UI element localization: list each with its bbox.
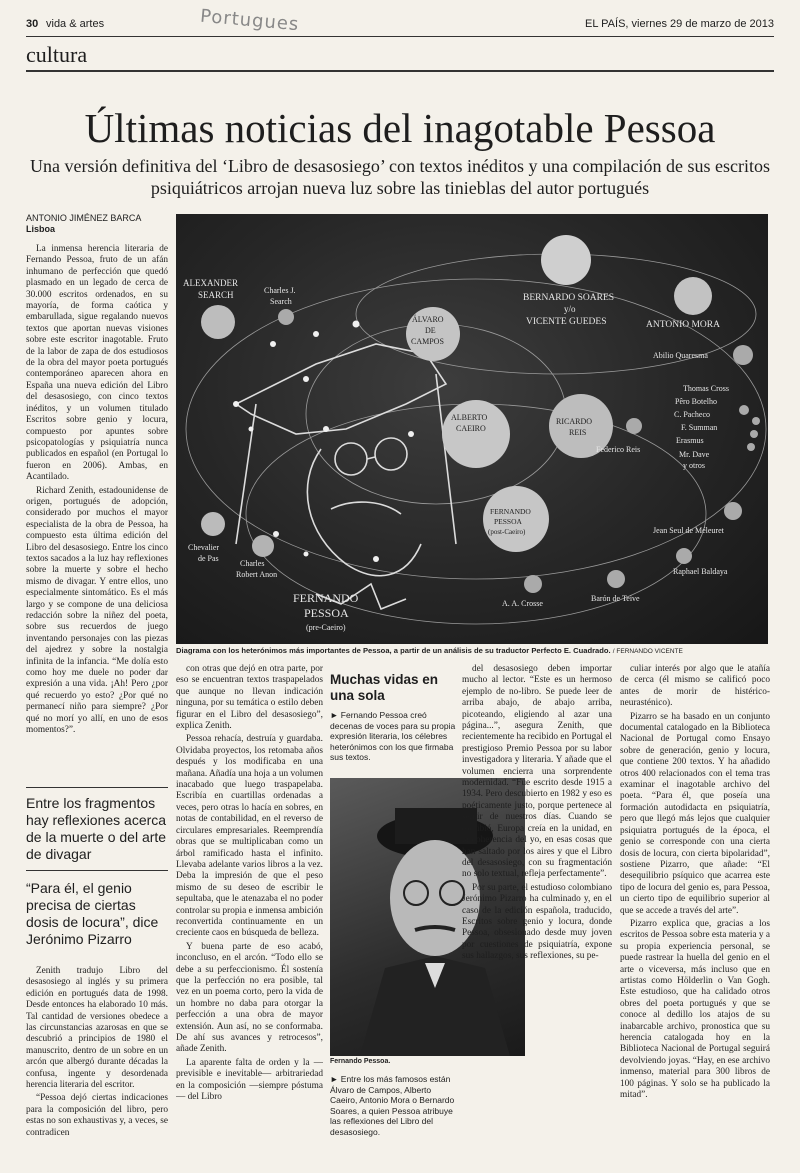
- label-ricardo-2: REIS: [569, 428, 587, 437]
- column-2: [176, 664, 323, 1164]
- paragraph: del desasosiego deben importar mucho al lector. “Este es un hermoso ejemplo de no-libro. Se puede leer de arriba abajo, de abajo arriba, picoteando, eligiendo al azar una página...”, asegura Zenith, que recientemente ha recibido en Portugal el prestigioso Premio Pessoa por su labor investigadora y literaria. Y añade que el volumen encierra una sorprendente modernidad. “Fue escrito desde 1915 a 1934. Pero descubierto en 1982 y eso es poéticamente justo, porque pertenece al sentir de nuestros días. Cuando se escribió, Europa creía en la unidad, en la coherencia del yo, en esas cosas que han saltado por los aires y que el Libro del desasosiego, con su fragmentación no solo textual, refleja perfectamente”.: [462, 664, 612, 880]
- pullquote-2: “Para él, el genio precisa de ciertas dosis de locura”, dice Jerónimo Pizarro: [26, 880, 159, 947]
- label-fernando-main-3: (pre-Caeiro): [306, 623, 346, 632]
- page-header: [26, 18, 774, 36]
- label-fernando-post-3: (post-Caeiro): [488, 528, 526, 536]
- label-teive: Barón de Teive: [591, 594, 640, 603]
- paragraph: culiar interés por algo que le atañía de cerca (él mismo se calificó poco antes de morir de histérico-neurasténico).: [620, 664, 770, 709]
- paragraph: Por su parte, el estudioso colombiano Jerónimo Pizarro ha culminado y, en el caso de la edición española, traducido, Escritos sobre genio y locura, donde Pessoa, obsesionado desde muy joven por cuestiones de psiquiatría, expone sus hallazgos, sus reflexiones, su pe-: [462, 882, 612, 962]
- label-pero-botelho: Pêro Botelho: [675, 397, 717, 406]
- sidebar-title: Muchas vidas en una sola: [330, 672, 439, 703]
- label-meleuret: Jean Seul de Méleuret: [653, 526, 724, 535]
- paragraph: “Pessoa dejó ciertas indicaciones para la composición del libro, pero estas no son exhaustivas y, a veces, se contradicen: [26, 1093, 168, 1138]
- label-alvaro-3: CAMPOS: [411, 337, 444, 346]
- label-alvaro-1: ÁLVARO: [412, 315, 444, 324]
- paragraph: Richard Zenith, estadounidense de origen, portugués de adopción, considerado por muchos el mayor especialista de la obra de Pessoa, ha compuesto esta última edición del Libro del desasosiego. Entre los cinco textos sacados a la luz hay reflexiones sobre la muerte y sobre el hecho mismo de divagar. Y entre ellos, uno especialmente sintomático. Es el más largo y se compone de una deliciosa redacción sobre la niñez del poeta, sobre sus recuerdos de juego inventando personajes con las piezas del ajedrez y sobre la nostalgia infinita de la infancia. “Me dolía esto como hoy me duele no poder dar expresión a una vida. ¡Ah! Pero ¿por qué recuerdo yo esto? ¿Por qué no permanecí niño para siempre? ¿Por qué no morí yo allí, en uno de esos momentos?”.: [26, 485, 168, 736]
- column-4: [620, 664, 770, 1164]
- paragraph: Pizarro se ha basado en un conjunto documental catalogado en la Biblioteca Nacional de Portugal como Ensayo sobre de generación, genio y locura, que contiene 200 textos. Y ha añadido otros 400 relacionados con el tema tras examinar el inagotable archivo del poeta. “Para él, que poseía una formación autodidacta en psiquiatría, pero que llegó más lejos que cualquier psiquiatra portugués de la época, el genio se corresponde con una cierta dosis de locura, con cierta bipolaridad”, sostiene Pizarro, que añade: “El desequilibrio psíquico que acarrea este tipo de locura del genio es, para Pessoa, un cierto tipo de equilibrio superior al que se accede a través del arte”.: [620, 711, 770, 916]
- constellation-stars: [233, 321, 414, 563]
- section-rule: [26, 70, 774, 72]
- label-abilio: Abilio Quaresma: [653, 351, 708, 360]
- label-summan: F. Summan: [681, 423, 718, 432]
- label-alberto-1: ALBERTO: [451, 413, 488, 422]
- label-charles-search-2: Search: [270, 297, 292, 306]
- sidebar-body-2: ► Entre los más famosos están Álvaro de Campos, Alberto Caeiro, Antonio Mora o Bernardo Soares, a quien Pessoa atribuye las reflexiones del Libro del desasosiego.: [330, 1074, 455, 1137]
- label-crosse: A. A. Crosse: [502, 599, 543, 608]
- photo-caption: Fernando Pessoa.: [330, 1058, 391, 1065]
- section-label: cultura: [26, 42, 88, 67]
- paragraph: Pizarro explica que, gracias a los escritos de Pessoa sobre esta materia y a su propia experiencia personal, se puede rastrear la huella del genio en el arte o viceversa, más incluso que en artistas como Hölderlin o Van Gogh. Este estudioso, que ha calidado otros obres del poeta portugués y que se conoce al dedillo los atajos de su inabarcable archivo, pronostica que su herencia catalogada hoy en la Biblioteca Nacional de Portugal seguirá devolviendo joyas. “Hay, en ese archivo inmenso, material para 300 libros de 100 páginas. Y solo se ha publicado la mitad”.: [620, 918, 770, 1101]
- diagram-caption: [176, 646, 768, 655]
- paragraph: con otras que dejó en otra parte, por eso se encuentran textos traspapelados que aunque no llevan indicación ninguna, por su temática o estilo deben figurar en el Libro del desasosiego”, explica Zenith.: [176, 664, 323, 732]
- paragraph: Pessoa rehacía, destruía y guardaba. Olvidaba proyectos, los retomaba años después y los modificaba en una mañana. Añadía una hoja a un volumen inacabado que luego traspapelaba. Escribía en cuartillas ordenadas a veces, pero otras lo hacía en sobres, en notas de contabilidad, en el reverso de circulares empresariales. Reemprendía obras que se multiplicaban como un árbol ramificado hasta el infinito. Llevaba adelante varios libros a la vez. Deba la impresión de que el peso mismo de su deseo de escribir le sepultaba, que le atenazaba el no poder controlar su propia e inmensa ambición reconvertida continuamente en un creciente caos en búsqueda de belleza.: [176, 734, 323, 939]
- label-pacheco: C. Pacheco: [674, 410, 710, 419]
- pullquote-rule: [26, 787, 168, 788]
- label-dave-2: y otros: [683, 461, 705, 470]
- sidebar-body: ► Fernando Pessoa creó decenas de voces para su propia expresión literaria, los célebres heterónimos con los que firmaba sus textos.: [330, 710, 456, 762]
- label-baldaya: Raphael Baldaya: [673, 567, 728, 576]
- column-1b: [26, 966, 168, 1166]
- label-fernando-main-2: PESSOA: [304, 606, 349, 620]
- paragraph: La inmensa herencia literaria de Fernando Pessoa, fruto de un afán inhumano de perfección que quedó plasmado en un legado de cerca de 30.000 escritos ordenados, en su mayoría, de forma caótica y embarullada, sigue regalando nuevos textos que aportan nuevas visiones sobre este escritor inagotable. Fruto de la labor de zapa de dos estudiosos de la obra del mayor poeta portugués contemporáneo aparecen ahora en España una nueva edición del Libro del desasosiego, con cinco textos inéditos, y un volumen titulado Escritos sobre genio y locura, compuesto por apuntes sobre psicopatologías y psiquiatría nunca publicados en español (en Portugal lo fueron en 2006). Ambas, en Acantilado.: [26, 244, 168, 483]
- label-bernardo-3: VICENTE GUEDES: [526, 317, 607, 327]
- header-section: vida & artes: [46, 18, 105, 30]
- label-alexander-search-2: SEARCH: [198, 290, 234, 300]
- label-bernardo-2: y/o: [564, 304, 576, 314]
- label-alexander-search-1: ALEXANDER: [183, 278, 238, 288]
- header-rule: [26, 36, 774, 37]
- heteronyms-diagram: [176, 214, 768, 644]
- label-fernando-post-2: PESSOA: [494, 517, 522, 526]
- label-anon-1: Charles: [240, 559, 265, 568]
- label-antonio-mora: ANTONIO MORA: [646, 320, 720, 330]
- diagram-illustration: [176, 214, 768, 644]
- byline-author: ANTONIO JIMÉNEZ BARCA: [26, 213, 142, 223]
- column-1: [26, 244, 168, 776]
- pullquote-1: Entre los fragmentos hay reflexiones acerca de la muerte o del arte de divagar: [26, 795, 167, 862]
- page-number: 30: [26, 18, 39, 30]
- column-3: [462, 664, 612, 1164]
- header-date: EL PAÍS, viernes 29 de marzo de 2013: [585, 18, 774, 30]
- paragraph: Zenith tradujo Libro del desasosiego al inglés y su primera edición en portugués data de 1998. Desde entonces ha elaborado 10 más. Tal cantidad de versiones obedece a las circunstancias azarosas en que se descubrió a principios de 1980 el manuscrito, dentro de un sobre en un arcón que albergó durante décadas la confusa, ingente y desordenada herencia literaria del escritor.: [26, 966, 168, 1091]
- paragraph: La aparente falta de orden y la —previsible e inevitable— arbitrariedad en la composición —siempre póstuma— del Libro: [176, 1057, 323, 1103]
- pullquote-rule: [26, 870, 168, 871]
- label-thomas-cross: Thomas Cross: [683, 384, 729, 393]
- byline-place: Lisboa: [26, 224, 56, 234]
- paragraph: Y buena parte de eso acabó, inconcluso, en el arcón. “Todo ello se debe a su perfeccionismo. Él sostenía que la perfección no era posible, tal vez en un poema corto, pero la vida de un hombre no daba para otorgar la perfección a una obra de mayor extensión. Aun así, no se conformaba. De ahí sus avances y retrocesos”, añade Zenith.: [176, 941, 323, 1055]
- label-erasmus: Erasmus: [676, 436, 704, 445]
- byline: [26, 213, 141, 235]
- label-federico-reis: Federico Reis: [596, 445, 641, 454]
- label-dave-1: Mr. Dave: [679, 450, 710, 459]
- label-charles-search-1: Charles J.: [264, 286, 296, 295]
- caption-credit: / FERNANDO VICENTE: [612, 648, 683, 655]
- label-fernando-main-1: FERNANDO: [293, 591, 359, 605]
- label-fernando-post-1: FERNANDO: [490, 507, 531, 516]
- label-chevalier-2: de Pas: [198, 554, 219, 563]
- label-anon-2: Robert Anon: [236, 570, 278, 579]
- label-bernardo-1: BERNARDO SOARES: [523, 293, 615, 303]
- sidebar-box: [330, 672, 456, 772]
- label-chevalier-1: Chevalier: [188, 543, 220, 552]
- label-alvaro-2: DE: [425, 326, 436, 335]
- subhead: Una versión definitiva del ‘Libro de desasosiego’ con textos inéditos y una compilación de sus escritos psiquiátricos arrojan nueva luz sobre las tinieblas del autor portugués: [30, 156, 770, 198]
- label-alberto-2: CAEIRO: [456, 424, 486, 433]
- handwritten-note: Portugues: [199, 5, 301, 36]
- headline: Últimas noticias del inagotable Pessoa: [84, 105, 716, 151]
- label-ricardo-1: RICARDO: [556, 417, 593, 426]
- caption-text: Diagrama con los heterónimos más importantes de Pessoa, a partir de un análisis de su traductor Perfecto E. Cuadrado.: [176, 646, 611, 655]
